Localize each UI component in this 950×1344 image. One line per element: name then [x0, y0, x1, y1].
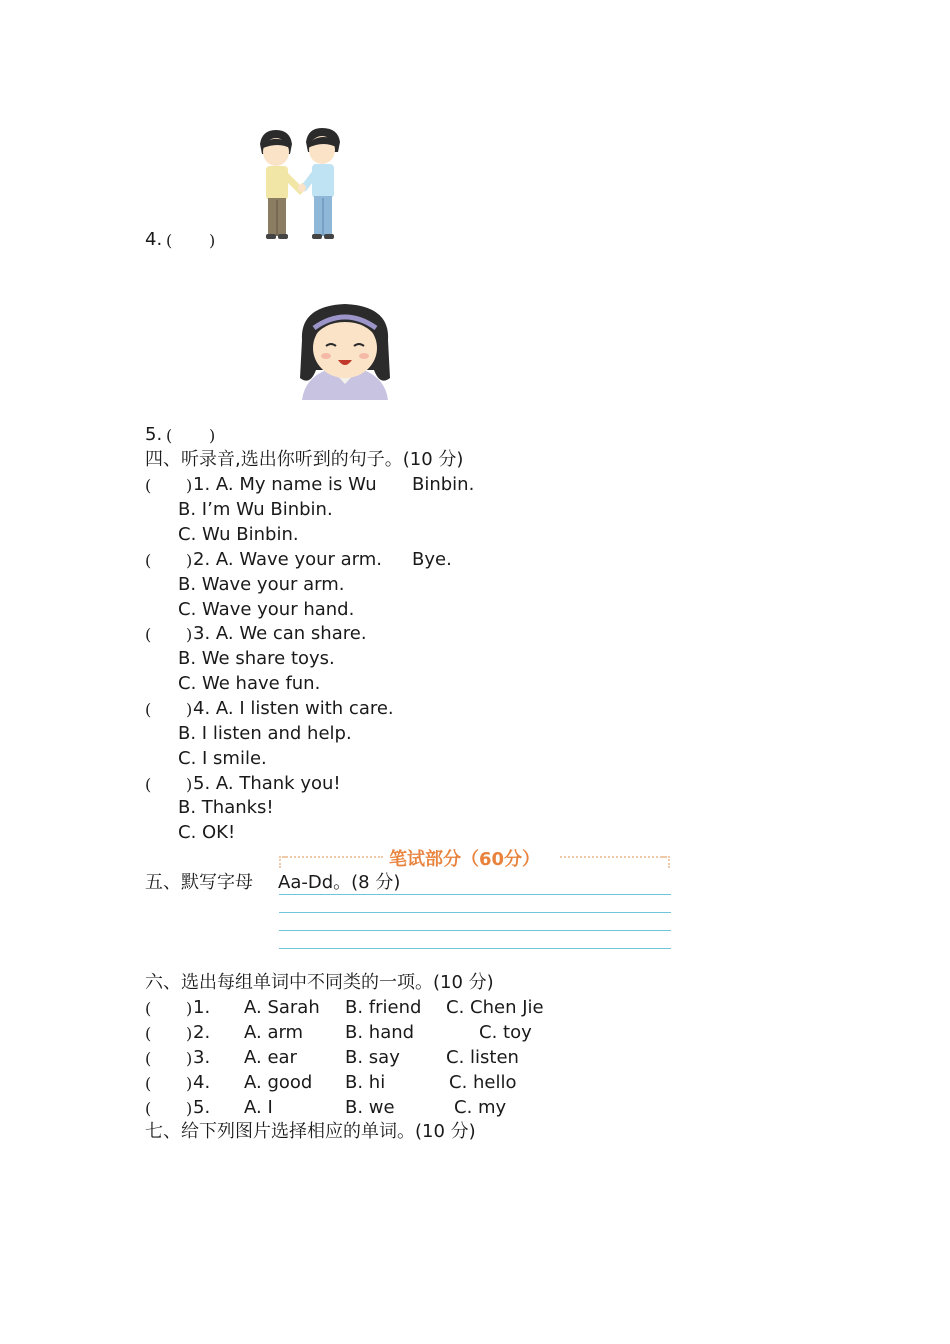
- q4-label: 4.: [145, 229, 163, 250]
- question-number: 1.: [193, 997, 211, 1018]
- banner-right-dots: [560, 856, 666, 858]
- option-b: B. Thanks!: [178, 797, 274, 818]
- option-b: B. I listen and help.: [178, 723, 352, 744]
- option-a-tail: Binbin.: [412, 474, 475, 495]
- option-a: 4. A. I listen with care.: [193, 698, 394, 719]
- option-b: B. I’m Wu Binbin.: [178, 499, 333, 520]
- q5-answer-paren-open[interactable]: (: [166, 426, 173, 445]
- option-c: C. Chen Jie: [446, 997, 544, 1018]
- option-a: A. I: [244, 1097, 273, 1118]
- option-c: C. hello: [449, 1072, 517, 1093]
- option-c: C. We have fun.: [178, 673, 321, 694]
- banner-title: 笔试部分（60分）: [389, 849, 541, 870]
- option-a-tail: Bye.: [412, 549, 452, 570]
- answer-paren-open[interactable]: (: [145, 551, 152, 570]
- answer-paren-close[interactable]: ): [186, 551, 193, 570]
- answer-paren-close[interactable]: ): [186, 476, 193, 495]
- answer-paren-open[interactable]: (: [145, 1049, 152, 1068]
- q5-answer-paren-close[interactable]: ): [209, 426, 216, 445]
- answer-paren-close[interactable]: ): [186, 999, 193, 1018]
- option-b: B. we: [345, 1097, 395, 1118]
- q5-label: 5.: [145, 424, 163, 445]
- option-b: B. hi: [345, 1072, 386, 1093]
- writing-line-4: [279, 948, 671, 949]
- answer-paren-close[interactable]: ): [186, 775, 193, 794]
- section5-subtitle: Aa-Dd。(8 分): [278, 872, 401, 893]
- answer-paren-open[interactable]: (: [145, 625, 152, 644]
- option-a: A. ear: [244, 1047, 297, 1068]
- answer-paren-open[interactable]: (: [145, 1099, 152, 1118]
- option-a: A. good: [244, 1072, 313, 1093]
- answer-paren-close[interactable]: ): [186, 1049, 193, 1068]
- answer-paren-open[interactable]: (: [145, 775, 152, 794]
- question-number: 5.: [193, 1097, 211, 1118]
- section5-title: 五、默写字母: [145, 872, 253, 893]
- option-b: B. friend: [345, 997, 422, 1018]
- writing-line-2: [279, 912, 671, 913]
- option-c: C. OK!: [178, 822, 236, 843]
- option-b: B. say: [345, 1047, 400, 1068]
- option-a: A. Sarah: [244, 997, 320, 1018]
- answer-paren-close[interactable]: ): [186, 700, 193, 719]
- q4-answer-paren-open[interactable]: (: [166, 231, 173, 250]
- option-c: C. listen: [446, 1047, 519, 1068]
- banner-right-cap: [662, 856, 670, 868]
- option-c: C. I smile.: [178, 748, 267, 769]
- option-c: C. my: [454, 1097, 507, 1118]
- answer-paren-close[interactable]: ): [186, 625, 193, 644]
- writing-line-3: [279, 930, 671, 931]
- option-a: 2. A. Wave your arm.: [193, 549, 383, 570]
- option-b: B. We share toys.: [178, 648, 335, 669]
- section4-title: 四、听录音,选出你听到的句子。(10 分): [145, 449, 464, 470]
- writing-line-1: [279, 894, 671, 895]
- answer-paren-open[interactable]: (: [145, 476, 152, 495]
- option-a: 1. A. My name is Wu: [193, 474, 377, 495]
- option-c: C. Wu Binbin.: [178, 524, 299, 545]
- smiling-girl-picture: [296, 300, 394, 402]
- question-number: 2.: [193, 1022, 211, 1043]
- section7-title: 七、给下列图片选择相应的单词。(10 分): [145, 1121, 476, 1142]
- answer-paren-open[interactable]: (: [145, 700, 152, 719]
- two-boys-handshake-picture: [254, 126, 344, 244]
- option-c: C. Wave your hand.: [178, 599, 355, 620]
- answer-paren-open[interactable]: (: [145, 999, 152, 1018]
- option-b: B. Wave your arm.: [178, 574, 345, 595]
- section6-title: 六、选出每组单词中不同类的一项。(10 分): [145, 972, 494, 993]
- option-a: 3. A. We can share.: [193, 623, 367, 644]
- q4-answer-paren-close[interactable]: ): [209, 231, 216, 250]
- answer-paren-open[interactable]: (: [145, 1024, 152, 1043]
- option-b: B. hand: [345, 1022, 415, 1043]
- answer-paren-open[interactable]: (: [145, 1074, 152, 1093]
- answer-paren-close[interactable]: ): [186, 1024, 193, 1043]
- question-number: 3.: [193, 1047, 211, 1068]
- option-a: A. arm: [244, 1022, 304, 1043]
- answer-paren-close[interactable]: ): [186, 1074, 193, 1093]
- question-number: 4.: [193, 1072, 211, 1093]
- option-c: C. toy: [479, 1022, 532, 1043]
- answer-paren-close[interactable]: ): [186, 1099, 193, 1118]
- banner-left-dots: [283, 856, 383, 858]
- option-a: 5. A. Thank you!: [193, 773, 341, 794]
